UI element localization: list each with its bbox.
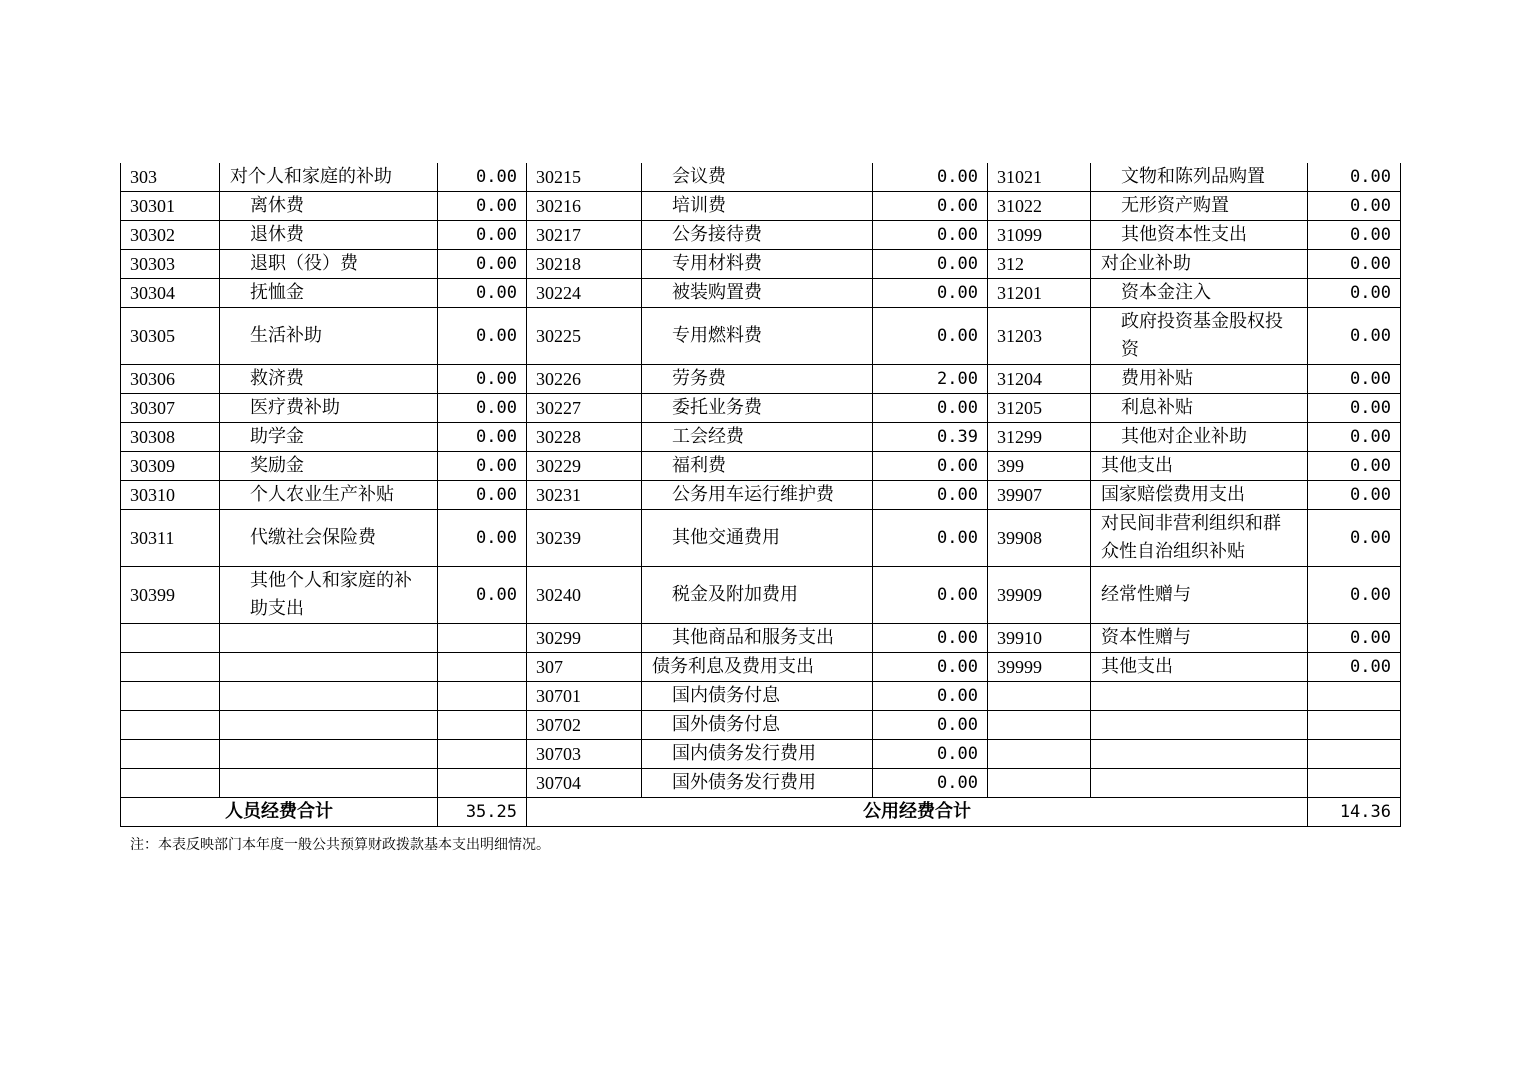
table-row <box>121 682 1401 711</box>
other-value-cell: 0.00 <box>1308 163 1401 192</box>
public-code-cell: 307 <box>527 653 642 682</box>
public-code-cell: 30216 <box>527 192 642 221</box>
personnel-code-cell <box>121 682 220 711</box>
other-code-cell <box>988 769 1091 798</box>
personnel-value-cell <box>438 711 527 740</box>
personnel-total-value: 35.25 <box>438 798 527 827</box>
personnel-code-cell <box>121 740 220 769</box>
personnel-name-cell <box>220 711 438 740</box>
other-code-cell: 312 <box>988 250 1091 279</box>
personnel-value-cell: 0.00 <box>438 452 527 481</box>
other-value-cell: 0.00 <box>1308 279 1401 308</box>
other-name-cell: 资本金注入 <box>1091 279 1308 308</box>
personnel-code-cell: 30310 <box>121 481 220 510</box>
table-row <box>121 221 1401 250</box>
personnel-name-cell: 医疗费补助 <box>220 394 438 423</box>
personnel-value-cell: 0.00 <box>438 567 527 624</box>
public-code-cell: 30229 <box>527 452 642 481</box>
personnel-value-cell: 0.00 <box>438 308 527 365</box>
public-value-cell: 0.00 <box>873 624 988 653</box>
personnel-code-cell: 303 <box>121 163 220 192</box>
public-code-cell: 30217 <box>527 221 642 250</box>
other-code-cell: 31201 <box>988 279 1091 308</box>
other-name-cell <box>1091 711 1308 740</box>
public-value-cell: 0.00 <box>873 163 988 192</box>
personnel-name-cell: 奖励金 <box>220 452 438 481</box>
personnel-code-cell: 30309 <box>121 452 220 481</box>
totals-row <box>121 798 1401 827</box>
personnel-name-cell: 代缴社会保险费 <box>220 510 438 567</box>
public-value-cell: 0.00 <box>873 452 988 481</box>
other-value-cell: 0.00 <box>1308 653 1401 682</box>
personnel-name-cell: 救济费 <box>220 365 438 394</box>
other-value-cell: 0.00 <box>1308 365 1401 394</box>
personnel-total-label: 人员经费合计 <box>121 798 438 827</box>
personnel-name-cell: 抚恤金 <box>220 279 438 308</box>
personnel-value-cell <box>438 624 527 653</box>
table-row <box>121 308 1401 365</box>
other-name-cell: 国家赔偿费用支出 <box>1091 481 1308 510</box>
other-name-cell: 无形资产购置 <box>1091 192 1308 221</box>
public-name-cell: 债务利息及费用支出 <box>642 653 873 682</box>
personnel-name-cell: 离休费 <box>220 192 438 221</box>
public-value-cell: 0.39 <box>873 423 988 452</box>
public-code-cell: 30702 <box>527 711 642 740</box>
other-name-cell: 其他支出 <box>1091 653 1308 682</box>
public-code-cell: 30704 <box>527 769 642 798</box>
table-row <box>121 510 1401 567</box>
personnel-code-cell: 30305 <box>121 308 220 365</box>
other-value-cell: 0.00 <box>1308 192 1401 221</box>
other-value-cell: 0.00 <box>1308 394 1401 423</box>
table-row <box>121 279 1401 308</box>
other-name-cell: 经常性赠与 <box>1091 567 1308 624</box>
table-row <box>121 250 1401 279</box>
personnel-code-cell <box>121 711 220 740</box>
table-body <box>121 163 1401 798</box>
other-code-cell: 39909 <box>988 567 1091 624</box>
other-name-cell: 其他支出 <box>1091 452 1308 481</box>
public-code-cell: 30231 <box>527 481 642 510</box>
public-name-cell: 国外债务付息 <box>642 711 873 740</box>
other-value-cell <box>1308 682 1401 711</box>
public-name-cell: 国内债务付息 <box>642 682 873 711</box>
public-code-cell: 30225 <box>527 308 642 365</box>
table-row <box>121 567 1401 624</box>
other-name-cell: 其他对企业补助 <box>1091 423 1308 452</box>
other-name-cell <box>1091 740 1308 769</box>
personnel-name-cell: 其他个人和家庭的补助支出 <box>220 567 438 624</box>
personnel-code-cell: 30399 <box>121 567 220 624</box>
personnel-value-cell: 0.00 <box>438 365 527 394</box>
public-name-cell: 福利费 <box>642 452 873 481</box>
other-value-cell: 0.00 <box>1308 423 1401 452</box>
personnel-code-cell <box>121 624 220 653</box>
public-value-cell: 0.00 <box>873 740 988 769</box>
public-value-cell: 2.00 <box>873 365 988 394</box>
public-code-cell: 30215 <box>527 163 642 192</box>
public-value-cell: 0.00 <box>873 510 988 567</box>
public-name-cell: 其他商品和服务支出 <box>642 624 873 653</box>
public-total-value: 14.36 <box>1308 798 1401 827</box>
table-row <box>121 711 1401 740</box>
other-value-cell: 0.00 <box>1308 221 1401 250</box>
other-value-cell: 0.00 <box>1308 624 1401 653</box>
personnel-code-cell: 30304 <box>121 279 220 308</box>
table-row <box>121 624 1401 653</box>
other-name-cell: 政府投资基金股权投资 <box>1091 308 1308 365</box>
personnel-code-cell: 30306 <box>121 365 220 394</box>
public-name-cell: 工会经费 <box>642 423 873 452</box>
public-total-label: 公用经费合计 <box>527 798 1308 827</box>
other-code-cell <box>988 740 1091 769</box>
public-name-cell: 专用材料费 <box>642 250 873 279</box>
personnel-value-cell: 0.00 <box>438 250 527 279</box>
other-value-cell: 0.00 <box>1308 308 1401 365</box>
public-value-cell: 0.00 <box>873 567 988 624</box>
personnel-name-cell: 退职（役）费 <box>220 250 438 279</box>
personnel-code-cell: 30301 <box>121 192 220 221</box>
other-name-cell: 对民间非营利组织和群众性自治组织补贴 <box>1091 510 1308 567</box>
other-code-cell: 31203 <box>988 308 1091 365</box>
public-value-cell: 0.00 <box>873 308 988 365</box>
public-code-cell: 30226 <box>527 365 642 394</box>
other-code-cell: 31022 <box>988 192 1091 221</box>
public-value-cell: 0.00 <box>873 221 988 250</box>
other-code-cell: 31205 <box>988 394 1091 423</box>
personnel-code-cell: 30311 <box>121 510 220 567</box>
table-row <box>121 365 1401 394</box>
personnel-code-cell: 30308 <box>121 423 220 452</box>
personnel-value-cell: 0.00 <box>438 510 527 567</box>
public-code-cell: 30228 <box>527 423 642 452</box>
public-code-cell: 30227 <box>527 394 642 423</box>
personnel-name-cell <box>220 769 438 798</box>
public-name-cell: 公务用车运行维护费 <box>642 481 873 510</box>
other-code-cell: 31021 <box>988 163 1091 192</box>
public-name-cell: 委托业务费 <box>642 394 873 423</box>
personnel-code-cell: 30302 <box>121 221 220 250</box>
table-row <box>121 481 1401 510</box>
table-note: 注：本表反映部门本年度一般公共预算财政拨款基本支出明细情况。 <box>130 837 550 853</box>
public-value-cell: 0.00 <box>873 192 988 221</box>
other-value-cell: 0.00 <box>1308 452 1401 481</box>
personnel-value-cell: 0.00 <box>438 192 527 221</box>
table-row <box>121 423 1401 452</box>
expenditure-detail-table <box>120 163 1401 827</box>
other-code-cell: 39999 <box>988 653 1091 682</box>
public-name-cell: 劳务费 <box>642 365 873 394</box>
public-value-cell: 0.00 <box>873 250 988 279</box>
public-code-cell: 30701 <box>527 682 642 711</box>
table-row <box>121 192 1401 221</box>
personnel-value-cell <box>438 740 527 769</box>
other-code-cell: 39907 <box>988 481 1091 510</box>
personnel-value-cell: 0.00 <box>438 221 527 250</box>
personnel-name-cell: 助学金 <box>220 423 438 452</box>
personnel-value-cell <box>438 682 527 711</box>
public-code-cell: 30703 <box>527 740 642 769</box>
other-code-cell: 39908 <box>988 510 1091 567</box>
public-name-cell: 税金及附加费用 <box>642 567 873 624</box>
table-row <box>121 769 1401 798</box>
other-name-cell: 利息补贴 <box>1091 394 1308 423</box>
personnel-name-cell: 个人农业生产补贴 <box>220 481 438 510</box>
public-name-cell: 会议费 <box>642 163 873 192</box>
public-name-cell: 专用燃料费 <box>642 308 873 365</box>
public-code-cell: 30239 <box>527 510 642 567</box>
public-name-cell: 国外债务发行费用 <box>642 769 873 798</box>
public-code-cell: 30240 <box>527 567 642 624</box>
personnel-value-cell: 0.00 <box>438 163 527 192</box>
other-value-cell <box>1308 740 1401 769</box>
other-value-cell <box>1308 711 1401 740</box>
personnel-name-cell <box>220 740 438 769</box>
personnel-value-cell: 0.00 <box>438 279 527 308</box>
other-code-cell: 399 <box>988 452 1091 481</box>
personnel-name-cell <box>220 624 438 653</box>
other-name-cell: 文物和陈列品购置 <box>1091 163 1308 192</box>
public-value-cell: 0.00 <box>873 279 988 308</box>
other-value-cell: 0.00 <box>1308 481 1401 510</box>
personnel-value-cell <box>438 653 527 682</box>
other-code-cell: 39910 <box>988 624 1091 653</box>
other-code-cell: 31299 <box>988 423 1091 452</box>
other-value-cell: 0.00 <box>1308 510 1401 567</box>
other-code-cell <box>988 711 1091 740</box>
other-value-cell: 0.00 <box>1308 250 1401 279</box>
personnel-value-cell: 0.00 <box>438 423 527 452</box>
public-name-cell: 公务接待费 <box>642 221 873 250</box>
other-name-cell <box>1091 682 1308 711</box>
personnel-name-cell <box>220 653 438 682</box>
public-code-cell: 30224 <box>527 279 642 308</box>
public-code-cell: 30299 <box>527 624 642 653</box>
table-row <box>121 740 1401 769</box>
personnel-value-cell: 0.00 <box>438 481 527 510</box>
personnel-name-cell: 退休费 <box>220 221 438 250</box>
other-value-cell <box>1308 769 1401 798</box>
public-name-cell: 被装购置费 <box>642 279 873 308</box>
other-name-cell <box>1091 769 1308 798</box>
public-name-cell: 国内债务发行费用 <box>642 740 873 769</box>
other-name-cell: 其他资本性支出 <box>1091 221 1308 250</box>
personnel-value-cell: 0.00 <box>438 394 527 423</box>
personnel-value-cell <box>438 769 527 798</box>
personnel-name-cell <box>220 682 438 711</box>
other-code-cell: 31204 <box>988 365 1091 394</box>
other-name-cell: 对企业补助 <box>1091 250 1308 279</box>
other-name-cell: 费用补贴 <box>1091 365 1308 394</box>
table-row <box>121 452 1401 481</box>
table-row <box>121 653 1401 682</box>
personnel-code-cell <box>121 653 220 682</box>
public-value-cell: 0.00 <box>873 653 988 682</box>
other-code-cell: 31099 <box>988 221 1091 250</box>
other-code-cell <box>988 682 1091 711</box>
other-value-cell: 0.00 <box>1308 567 1401 624</box>
public-value-cell: 0.00 <box>873 394 988 423</box>
personnel-code-cell <box>121 769 220 798</box>
table-row <box>121 163 1401 192</box>
public-name-cell: 培训费 <box>642 192 873 221</box>
public-value-cell: 0.00 <box>873 769 988 798</box>
other-name-cell: 资本性赠与 <box>1091 624 1308 653</box>
public-code-cell: 30218 <box>527 250 642 279</box>
public-name-cell: 其他交通费用 <box>642 510 873 567</box>
table-row <box>121 394 1401 423</box>
public-value-cell: 0.00 <box>873 711 988 740</box>
personnel-name-cell: 生活补助 <box>220 308 438 365</box>
personnel-code-cell: 30307 <box>121 394 220 423</box>
personnel-name-cell: 对个人和家庭的补助 <box>220 163 438 192</box>
personnel-code-cell: 30303 <box>121 250 220 279</box>
public-value-cell: 0.00 <box>873 481 988 510</box>
public-value-cell: 0.00 <box>873 682 988 711</box>
